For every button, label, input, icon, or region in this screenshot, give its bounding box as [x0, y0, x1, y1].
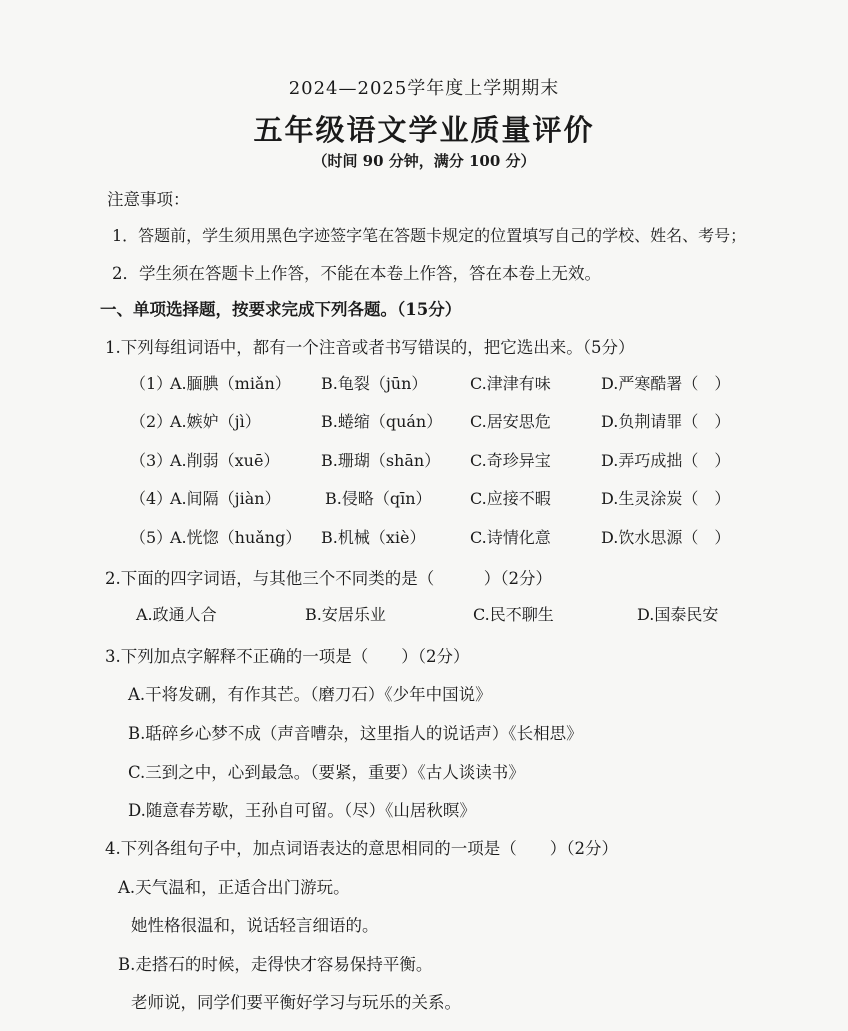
q3-option-c: C.三到之中，心到最急。（要紧，重要）《古人谈读书》 [128, 763, 525, 782]
q1-option-d: D.饮水思源（ ） [601, 528, 731, 547]
q1-group-num: （5） [130, 528, 173, 547]
q4-stem: 4.下列各组句子中，加点词语表达的意思相同的一项是（ ）（2分） [105, 839, 618, 858]
q2-option-b: B.安居乐业 [305, 605, 386, 624]
q1-option-d: D.严寒酷署（ ） [601, 374, 731, 393]
exam-title: 五年级语文学业质量评价 [253, 113, 595, 147]
exam-year-line: 2024—2025学年度上学期期末 [288, 78, 560, 99]
q1-group-num: （2） [130, 412, 173, 431]
q1-group-2 [0, 409, 848, 435]
q1-option-c: C.居安思危 [470, 412, 551, 431]
q1-option-a: A.嫉妒（jì） [170, 412, 261, 431]
q1-option-c: C.津津有味 [470, 374, 551, 393]
q1-option-d: D.弄巧成拙（ ） [601, 451, 731, 470]
q1-option-d: D.生灵涂炭（ ） [601, 489, 731, 508]
q1-option-c: C.应接不暇 [470, 489, 551, 508]
q3-stem: 3.下列加点字解释不正确的一项是（ ）（2分） [105, 647, 470, 666]
q3-option-b: B.聒碎乡心梦不成（声音嘈杂，这里指人的说话声）《长相思》 [128, 724, 583, 743]
q2-option-c: C.民不聊生 [473, 605, 554, 624]
q1-option-a: A.间隔（jiàn） [170, 489, 281, 508]
notice-label: 注意事项： [107, 190, 190, 209]
q1-group-3 [0, 448, 848, 474]
q2-stem: 2.下面的四字词语，与其他三个不同类的是（ ）（2分） [105, 569, 552, 588]
q1-option-a: A.削弱（xuē） [170, 451, 280, 470]
section1-heading: 一、单项选择题，按要求完成下列各题。（15分） [100, 300, 462, 319]
notice-item-2: 2．学生须在答题卡上作答，不能在本卷上作答，答在本卷上无效。 [112, 264, 601, 283]
notice-item-1: 1．答题前，学生须用黑色字迹签字笔在答题卡规定的位置填写自己的学校、姓名、考号； [112, 226, 747, 245]
q2-option-d: D.国泰民安 [637, 605, 719, 624]
q1-group-num: （1） [130, 374, 173, 393]
q1-stem: 1.下列每组词语中，都有一个注音或者书写错误的，把它选出来。（5分） [105, 338, 635, 357]
q1-option-a: A.腼腆（miǎn） [170, 374, 291, 393]
q3-option-d: D.随意春芳歇，王孙自可留。（尽）《山居秋暝》 [128, 801, 476, 820]
q1-group-1 [0, 371, 848, 397]
q1-option-d: D.负荆请罪（ ） [601, 412, 731, 431]
q1-option-c: C.诗情化意 [470, 528, 551, 547]
q4-line-a1: A.天气温和，正适合出门游玩。 [118, 878, 350, 897]
q2-option-a: A.政通人合 [136, 605, 217, 624]
q4-line-b1: B.走搭石的时候，走得快才容易保持平衡。 [118, 955, 433, 974]
q1-option-b: B.机械（xiè） [321, 528, 426, 547]
q1-option-b: B.珊瑚（shān） [321, 451, 441, 470]
q3-option-a: A.干将发硎，有作其芒。（磨刀石）《少年中国说》 [128, 685, 492, 704]
q1-option-b: B.侵略（qīn） [325, 489, 432, 508]
q2-options [0, 602, 848, 628]
exam-time-info: （时间 90 分钟，满分 100 分） [312, 152, 536, 170]
q1-option-b: B.龟裂（jūn） [321, 374, 428, 393]
q1-group-4 [0, 486, 848, 512]
q1-option-b: B.蜷缩（quán） [321, 412, 443, 431]
q1-option-a: A.恍惚（huǎng） [170, 528, 302, 547]
q4-line-a2: 她性格很温和，说话轻言细语的。 [131, 916, 379, 935]
q1-group-num: （3） [130, 451, 173, 470]
q1-group-num: （4） [130, 489, 173, 508]
q4-line-b2: 老师说，同学们要平衡好学习与玩乐的关系。 [131, 993, 461, 1012]
q1-option-c: C.奇珍异宝 [470, 451, 551, 470]
q1-group-5 [0, 525, 848, 551]
